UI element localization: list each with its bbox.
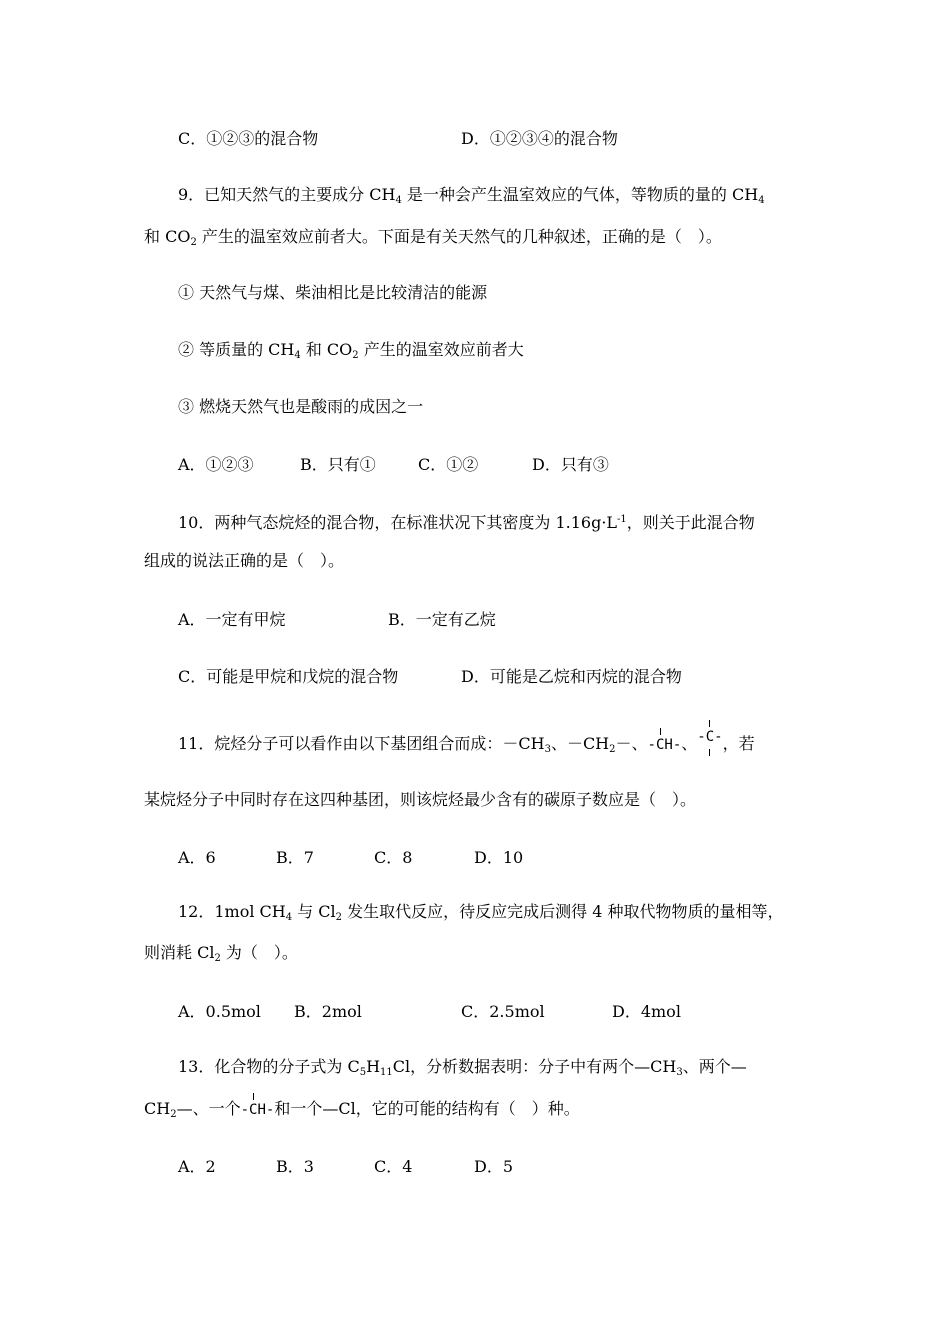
q10-line2: 组成的说法正确的是（ ）。	[144, 551, 345, 570]
q13-line2: $CH_2—$、一个 -CH-和一个—Cl，它的可能的结构有（ ）种。	[144, 1098, 580, 1126]
q9-option-b: B．只有①	[300, 455, 376, 474]
q10-option-a: A．一定有甲烷	[178, 610, 286, 629]
q9-line2: 和 $CO_2$ 产生的温室效应前者大。下面是有关天然气的几种叙述，正确的是（ ）。	[144, 227, 722, 248]
q10-option-c: C．可能是甲烷和戊烷的混合物	[178, 667, 399, 686]
q11-option-c: C．8	[374, 848, 413, 867]
q9-option-c: C．①②	[418, 455, 479, 474]
q12-line2: 则消耗 $Cl_2$ 为（ ）。	[144, 943, 298, 964]
q13-line1: 13．化合物的分子式为 $C_5H_{11}Cl$，分析数据表明：分子中有两个$—CH_3$、两个—	[178, 1057, 747, 1078]
q10-option-d: D．可能是乙烷和丙烷的混合物	[461, 667, 682, 686]
q9-line1: 9．已知天然气的主要成分 $CH_4$ 是一种会产生温室效应的气体，等物质的量的 $CH_4$	[178, 185, 765, 206]
q10-option-b: B．一定有乙烷	[388, 610, 496, 629]
c-group-structure: -C-	[697, 734, 722, 756]
q13-option-a: A．2	[178, 1157, 216, 1176]
q13-option-b: B．3	[276, 1157, 314, 1176]
q12-line1: 12．1mol $CH_4$ 与 $Cl_2$ 发生取代反应，待反应完成后测得 4 种取代物物质的量相等，	[178, 902, 784, 923]
q9-option-a: A．①②③	[178, 455, 254, 474]
option-c: C．①②③的混合物	[178, 129, 319, 148]
ch-group-structure: -CH-	[648, 734, 682, 756]
q9-statement-2: ② 等质量的 $CH_4$ 和 $CO_2$ 产生的温室效应前者大	[178, 340, 524, 361]
q13-option-c: C．4	[374, 1157, 413, 1176]
q11-line2: 某烷烃分子中同时存在这四种基团，则该烷烃最少含有的碳原子数应是（ ）。	[144, 790, 697, 809]
q12-option-b: B．2mol	[294, 1002, 362, 1021]
ch-group-structure: -CH-	[241, 1099, 275, 1121]
q11-line1: 11．烷烃分子可以看作由以下基团组合而成：$-CH_3$、$-CH_2-$、 -CH-、 -C-，若	[178, 733, 755, 761]
q9-option-d: D．只有③	[532, 455, 609, 474]
q12-option-c: C．2.5mol	[461, 1002, 545, 1021]
q11-option-b: B．7	[276, 848, 314, 867]
q13-option-d: D．5	[474, 1157, 514, 1176]
q11-option-a: A．6	[178, 848, 216, 867]
q9-statement-3: ③ 燃烧天然气也是酸雨的成因之一	[178, 397, 424, 416]
q9-statement-1: ① 天然气与煤、柴油相比是比较清洁的能源	[178, 283, 488, 302]
q10-line1: 10．两种气态烷烃的混合物，在标准状况下其密度为 $1.16g\cdot L^{-1}$，则关于此混合物	[178, 513, 755, 532]
q12-option-a: A．0.5mol	[178, 1002, 261, 1021]
q12-option-d: D．4mol	[612, 1002, 681, 1021]
option-d: D．①②③④的混合物	[461, 129, 618, 148]
q11-option-d: D．10	[474, 848, 524, 867]
